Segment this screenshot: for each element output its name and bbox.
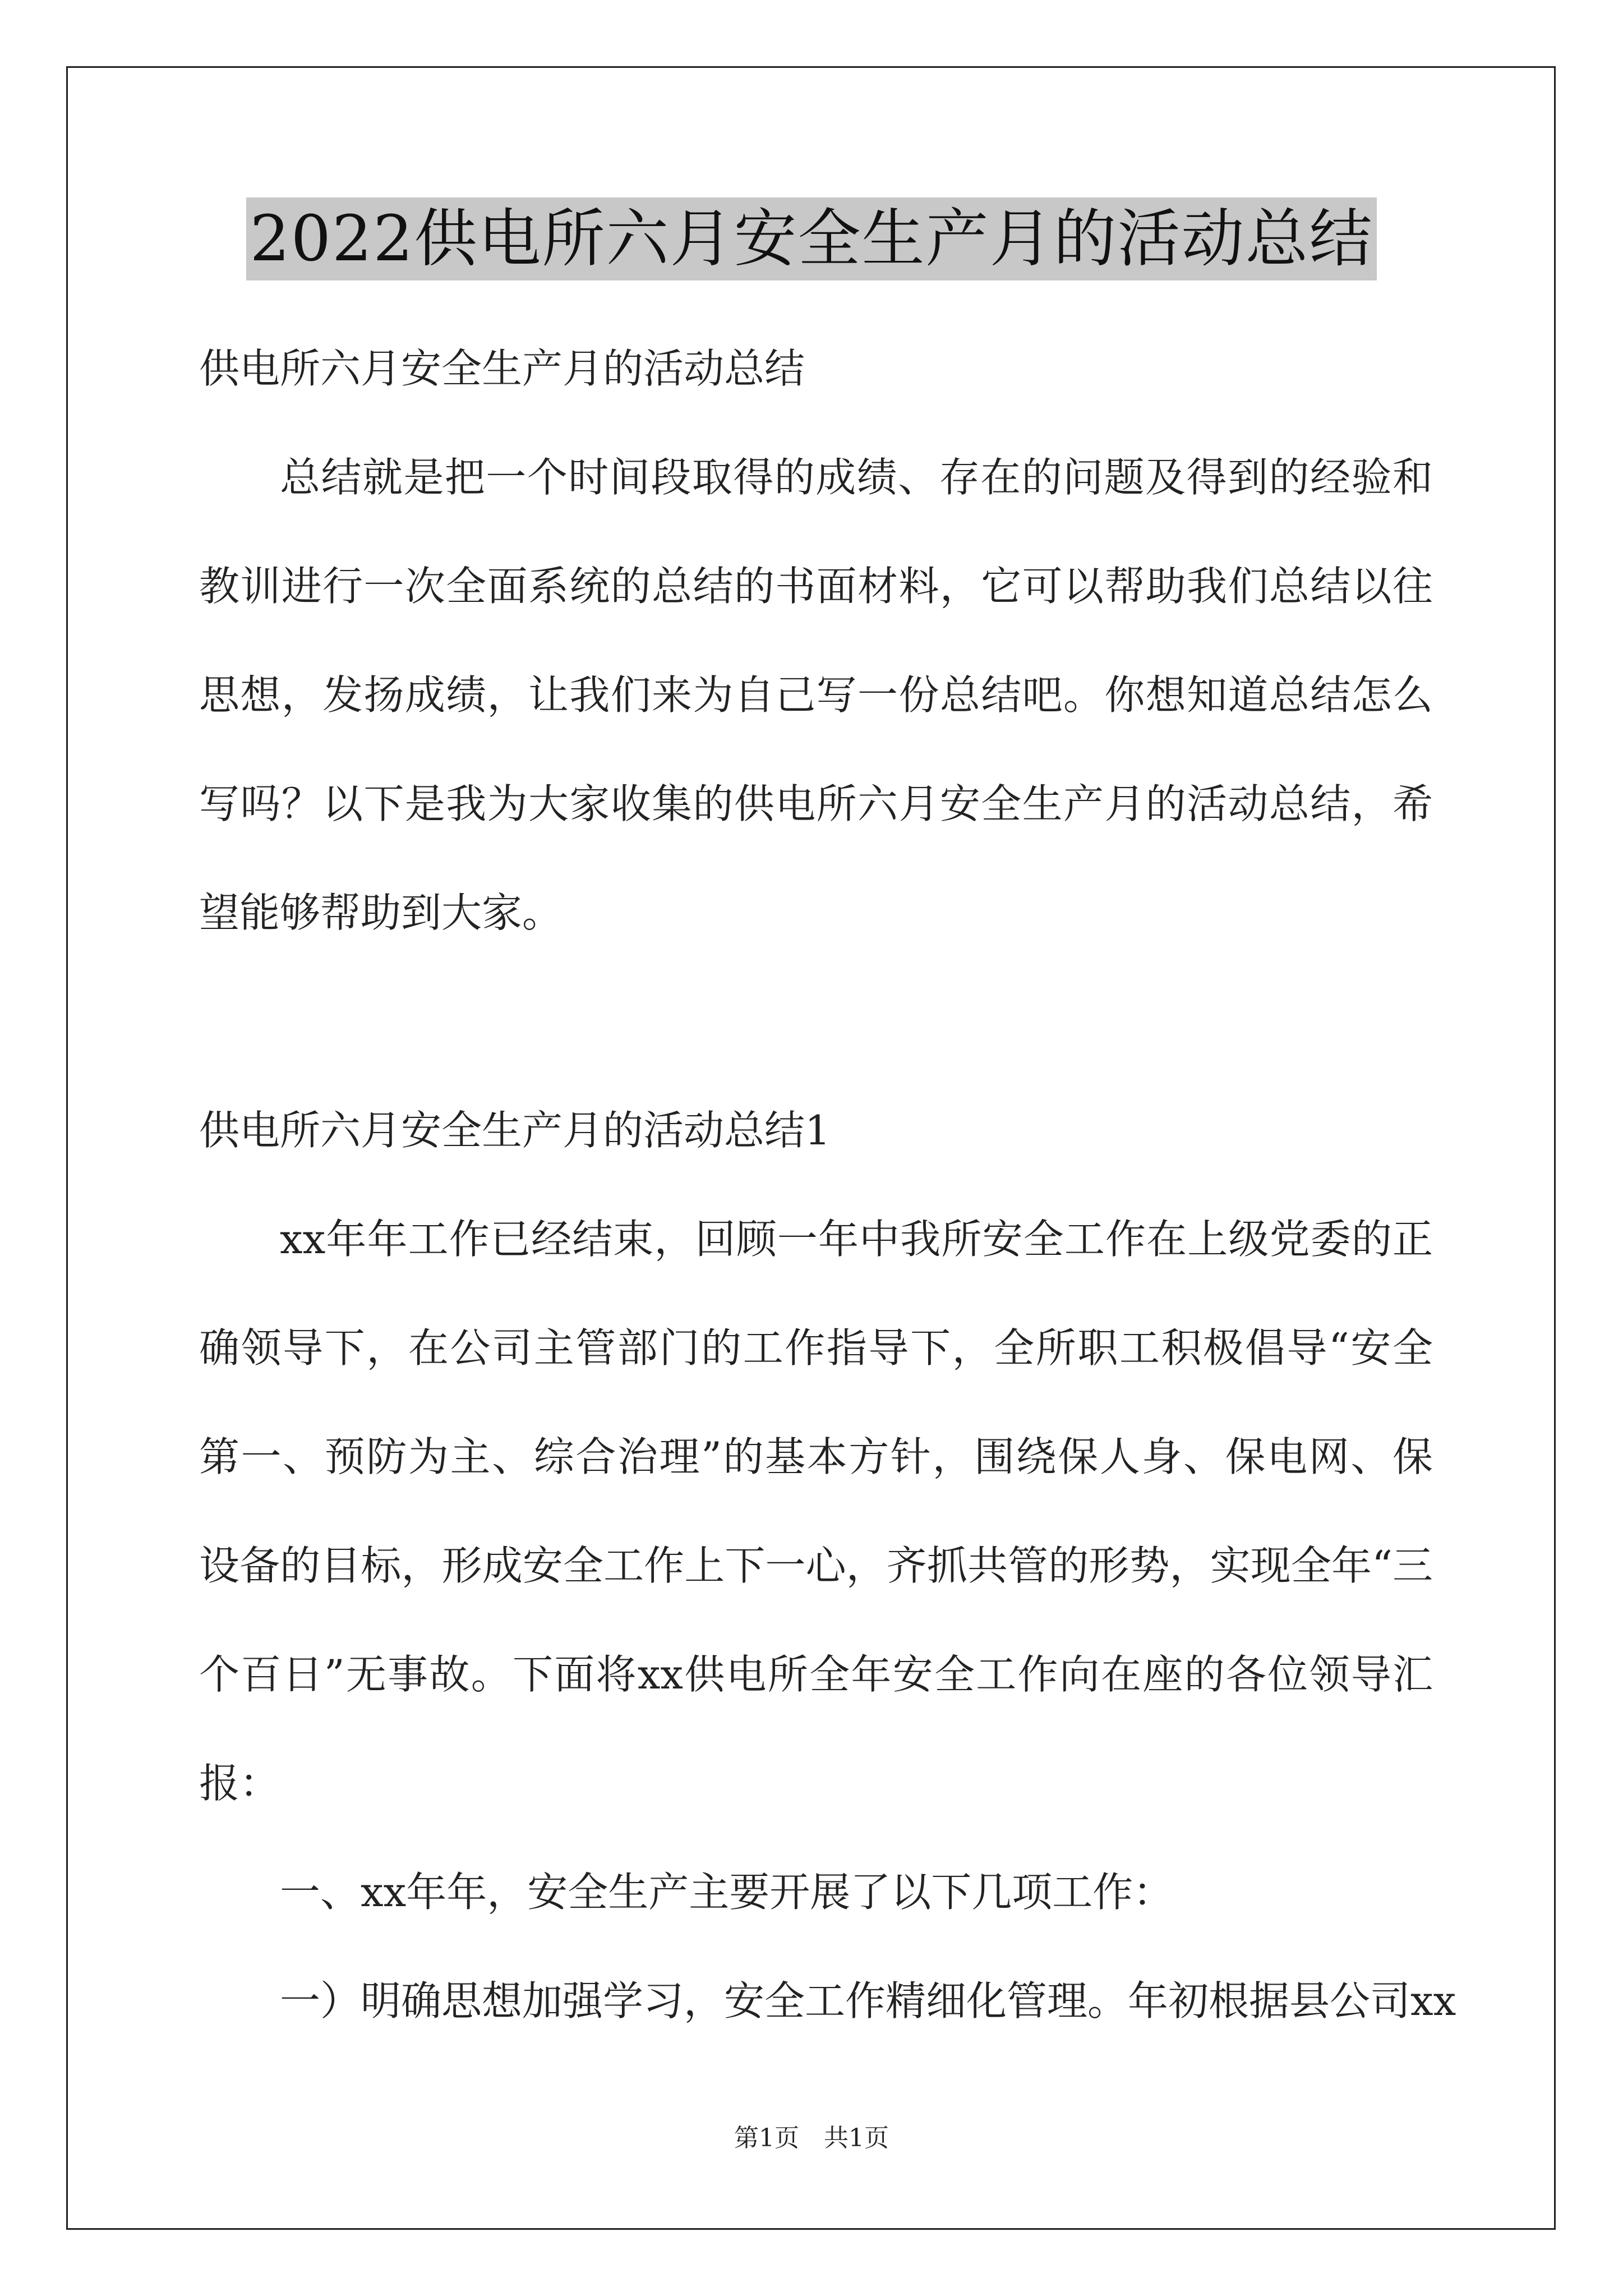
body-line: 报：: [199, 1760, 280, 1807]
page-footer: 第1页 共1页: [734, 2124, 889, 2152]
intro-line: 教训进行一次全面系统的总结的书面材料，它可以帮助我们总结以往: [199, 563, 1433, 610]
intro-line: 总结就是把一个时间段取得的成绩、存在的问题及得到的经验和: [280, 454, 1433, 501]
point-heading: 一、xx年年，安全生产主要开展了以下几项工作：: [280, 1869, 1174, 1916]
document-subtitle: 供电所六月安全生产月的活动总结: [199, 345, 805, 392]
intro-line: 写吗？以下是我为大家收集的供电所六月安全生产月的活动总结，希: [199, 780, 1433, 827]
document-body: [199, 314, 1456, 2055]
body-line: 设备的目标，形成安全工作上下一心，齐抓共管的形势，实现全年“三: [199, 1542, 1433, 1589]
title-container: [0, 197, 1623, 280]
paragraph-spacer: [199, 967, 1433, 1076]
body-line: 个百日”无事故。下面将xx供电所全年安全工作向在座的各位领导汇: [199, 1651, 1433, 1698]
section-heading: 供电所六月安全生产月的活动总结1: [199, 1107, 831, 1154]
intro-line: 望能够帮助到大家。: [199, 889, 563, 936]
intro-line: 思想，发扬成绩，让我们来为自己写一份总结吧。你想知道总结怎么: [199, 671, 1433, 719]
document-title: 2022供电所六月安全生产月的活动总结: [246, 197, 1376, 280]
sub-point-line: 一）明确思想加强学习，安全工作精细化管理。年初根据县公司xx: [280, 1977, 1456, 2024]
body-line: 第一、预防为主、综合治理”的基本方针，围绕保人身、保电网、保: [199, 1433, 1433, 1480]
body-line: xx年年工作已经结束，回顾一年中我所安全工作在上级党委的正: [280, 1216, 1433, 1263]
body-line: 确领导下，在公司主管部门的工作指导下，全所职工积极倡导“安全: [199, 1324, 1433, 1372]
